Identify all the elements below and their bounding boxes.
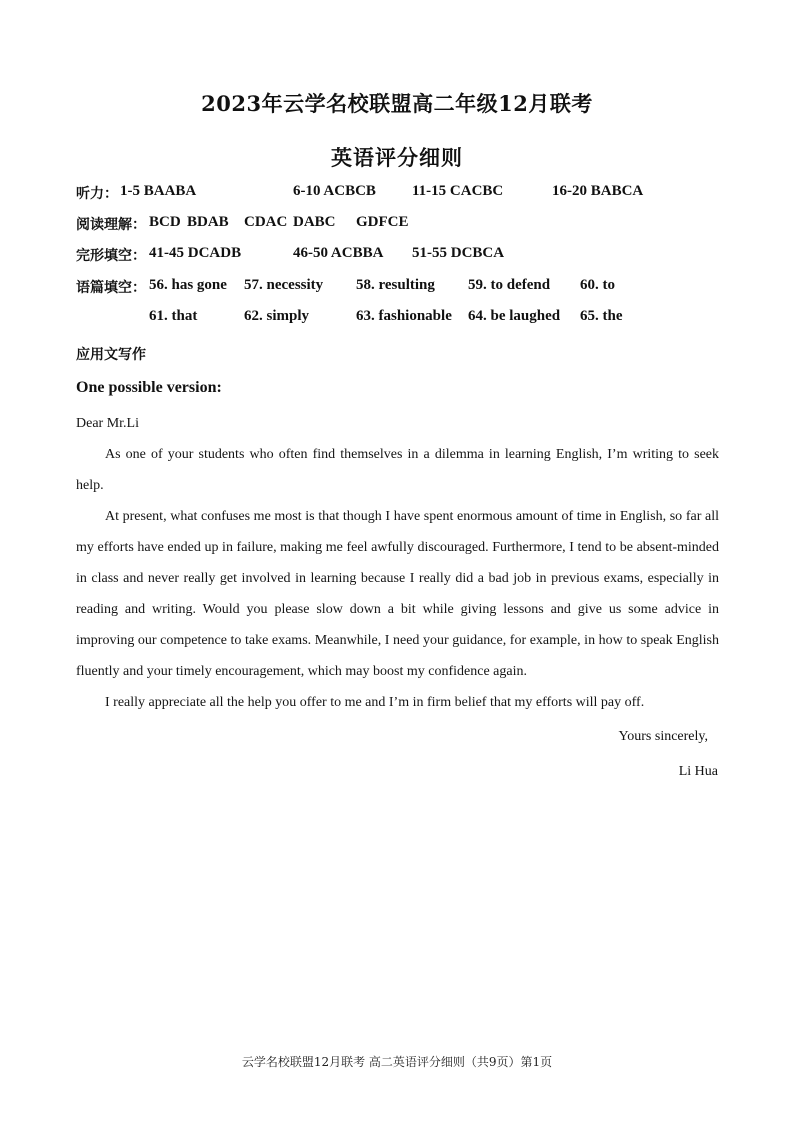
letter-paragraph: I really appreciate all the help you offer to me and I’m in firm belief that my efforts will pay off.: [105, 695, 645, 710]
reading-group: GDFCE: [356, 214, 409, 230]
letter-paragraph: As one of your students who often find themselves in a dilemma in learning English, I’m writing to seek help.: [76, 447, 719, 493]
grammar-answer: 56. has gone: [149, 277, 227, 293]
grammar-answer: 57. necessity: [244, 277, 324, 293]
grammar-answer: 61. that: [149, 308, 198, 324]
page-footer: 云学名校联盟12月联考 高二英语评分细则（共9页）第1页: [241, 1055, 553, 1069]
reading-group: BCD: [149, 214, 181, 230]
letter-salutation: Dear Mr.Li: [76, 416, 139, 431]
listening-label: 听力：: [76, 186, 118, 202]
letter-closing: Yours sincerely,: [618, 729, 708, 744]
grammar-answer: 63. fashionable: [356, 308, 452, 324]
letter-paragraph: At present, what confuses me most is that though I have spent enormous amount of time in English, so far all my efforts have ended up in failure, making me feel awfully discouraged. Furthermore, I tend to be absent-minded in class and never really get involved in learning because I really did a bad job in previous exams, especially in reading and writing. Would you please slow down a bit while giving lessons and give us some advice in improving our competence to take exams. Meanwhile, I need your guidance, for example, in how to speak English fluently and your timely encouragement, which may boost my confidence again.: [76, 509, 719, 679]
grammar-answer: 60. to: [580, 277, 615, 293]
cloze-group: 46-50 ACBBA: [293, 245, 384, 261]
cloze-group: 51-55 DCBCA: [412, 245, 505, 261]
exam-title: 2023年云学名校联盟高二年级12月联考: [201, 91, 593, 116]
grammar-answer: 58. resulting: [356, 277, 435, 293]
grammar-answer: 62. simply: [244, 308, 310, 324]
listening-group: 1-5 BAABA: [120, 183, 197, 199]
cloze-label: 完形填空：: [76, 248, 146, 264]
cloze-group: 41-45 DCADB: [149, 245, 242, 261]
listening-group: 16-20 BABCA: [552, 183, 644, 199]
grammar-label: 语篇填空：: [76, 280, 146, 296]
reading-group: CDAC: [244, 214, 288, 230]
letter-signature: Li Hua: [678, 764, 718, 779]
sample-letter: [76, 408, 719, 718]
reading-group: BDAB: [187, 214, 229, 230]
reading-label: 阅读理解：: [76, 217, 146, 233]
document-subtitle: 英语评分细则: [331, 145, 463, 170]
grammar-answer: 59. to defend: [468, 277, 551, 293]
grammar-answer: 65. the: [580, 308, 623, 324]
listening-group: 11-15 CACBC: [412, 183, 504, 199]
listening-group: 6-10 ACBCB: [293, 183, 376, 199]
writing-section-heading: 应用文写作: [76, 347, 146, 363]
version-label: One possible version:: [76, 379, 222, 396]
reading-group: DABC: [293, 214, 336, 230]
grammar-answer: 64. be laughed: [468, 308, 561, 324]
